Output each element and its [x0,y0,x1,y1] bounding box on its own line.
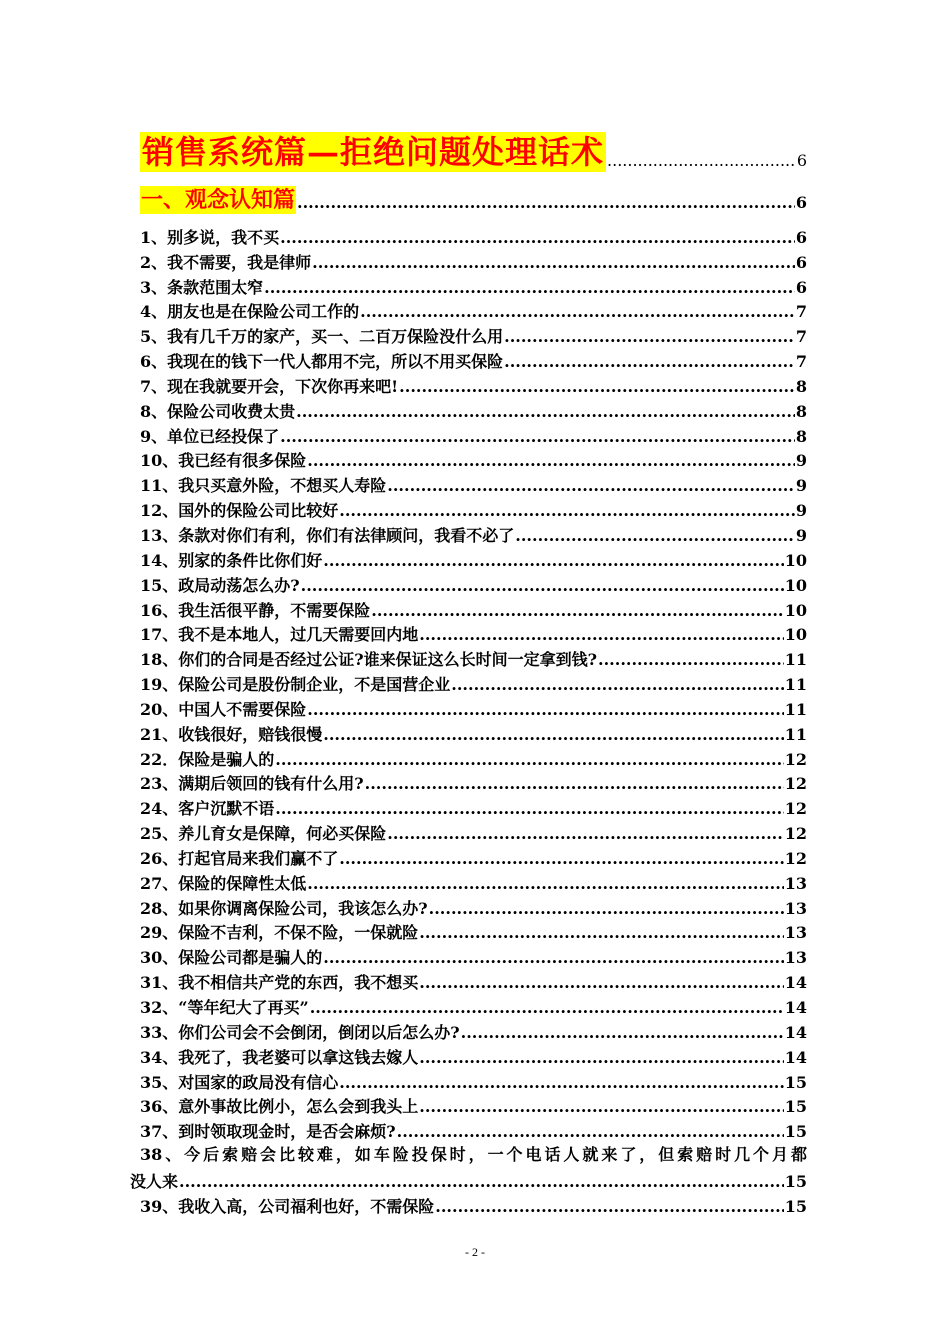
dot-leader [339,1072,783,1094]
dot-leader [307,450,795,472]
toc-item-text: 12、国外的保险公司比较好 [140,501,339,521]
toc-item-text: 28、如果你调离保险公司，我该怎么办? [140,898,428,918]
toc-section-entry[interactable] [140,184,807,214]
toc-item-text: 31、我不相信共产党的东西，我不想买 [140,973,419,993]
dot-leader [429,898,784,920]
page-number: 14 [784,998,807,1017]
toc-title-entry[interactable] [140,128,807,172]
toc-item[interactable] [130,323,807,348]
page-number: 12 [784,749,807,769]
dot-leader [419,1047,783,1069]
dot-leader [280,227,795,249]
dot-leader [435,1196,783,1218]
page-number: 6 [795,193,807,212]
page-number: 7 [795,302,807,322]
toc-item-text: 19、保险公司是股份制企业，不是国营企业 [140,675,451,695]
toc-section-text: 一、观念认知篇 [141,187,296,213]
toc-item[interactable] [130,920,807,945]
dot-leader [280,426,795,448]
dot-leader [399,376,795,398]
toc-item-text: 39、我收入高，公司福利也好，不需保险 [140,1196,435,1216]
toc-item-list [130,224,807,1218]
toc-item-text-line1: 38、今后索赔会比较难，如车险投保时，一个电话人就来了，但索赔时几个月都 [140,1145,807,1165]
dot-leader [397,1121,784,1143]
dot-leader [323,724,783,746]
toc-item-text: 36、意外事故比例小，怎么会到我头上 [140,1097,419,1117]
dot-leader [387,475,795,497]
page-number: 12 [784,799,807,819]
toc-item[interactable] [130,547,807,572]
dot-leader [461,1022,784,1044]
toc-item-text: 25、养儿育女是保障，何必买保险 [140,824,387,844]
toc-item[interactable] [130,994,807,1019]
dot-leader [504,326,795,348]
toc-item-text: 7、现在我就要开会，下次你再来吧! [140,376,399,396]
page-number: 11 [784,675,807,695]
toc-item[interactable] [130,423,807,448]
dot-leader [339,848,783,870]
toc-item-text: 27、保险的保障性太低 [140,873,307,893]
toc-item[interactable] [130,597,807,622]
dot-leader [301,575,784,597]
page-number: 8 [795,401,807,421]
toc-item[interactable] [130,969,807,994]
dot-leader [275,749,783,771]
toc-item[interactable] [130,671,807,696]
toc-item-text: 14、别家的条件比你们好 [140,550,323,570]
page-number: 13 [784,923,807,943]
toc-item[interactable] [130,274,807,299]
toc-item[interactable] [130,1044,807,1069]
toc-item-text: 23、满期后领回的钱有什么用? [140,774,364,794]
page-number: 13 [784,873,807,893]
dot-leader [419,972,783,994]
page-footer: - 2 - [465,1245,485,1259]
page-number: 9 [795,501,807,521]
page-number: 10 [784,575,807,595]
toc-item[interactable] [130,622,807,647]
toc-item[interactable] [130,1094,807,1119]
page-number: 12 [784,774,807,794]
toc-item[interactable] [130,845,807,870]
toc-title-text: 销售系统篇—拒绝问题处理话术 [142,133,605,171]
toc-item[interactable] [130,572,807,597]
dot-leader [371,600,783,622]
page-number: 10 [784,625,807,645]
toc-item[interactable] [130,299,807,324]
toc-item-text: 21、收钱很好，赔钱很慢 [140,724,323,744]
page-number: 12 [784,848,807,868]
toc-item-text: 4、朋友也是在保险公司工作的 [140,302,360,322]
toc-item-text: 5、我有几千万的家产，买一、二百万保险没什么用 [140,327,504,347]
page-number: 11 [784,699,807,719]
dot-leader [264,277,795,299]
toc-item-text: 30、保险公司都是骗人的 [140,948,323,968]
page-number: 6 [795,227,807,247]
toc-item-text: 34、我死了，我老婆可以拿这钱去嫁人 [140,1047,419,1067]
toc-item[interactable] [130,1118,807,1143]
dot-leader [296,401,795,423]
dot-leader [323,550,783,572]
toc-item-text: 35、对国家的政局没有信心 [140,1072,339,1092]
dot-leader [419,922,783,944]
page-number: 6 [796,151,807,170]
page-number: 11 [784,650,807,670]
toc-item-text: 3、条款范围太窄 [140,277,264,297]
page-number: 15 [784,1196,807,1216]
toc-item-text: 33、你们公司会不会倒闭，倒闭以后怎么办? [140,1022,460,1042]
toc-item-text: 1、别多说，我不买 [140,227,280,247]
page-number: 15 [784,1171,807,1191]
toc-item-text-line2: 没人来 [130,1171,179,1191]
dot-leader [419,624,783,646]
toc-item[interactable] [130,249,807,274]
toc-item-text: 10、我已经有很多保险 [140,451,307,471]
dot-leader [323,947,783,969]
page-number: 11 [784,724,807,744]
toc-item-text: 8、保险公司收费太贵 [140,401,296,421]
page-number: 14 [784,1022,807,1042]
toc-item-text: 32、“等年纪大了再买” [140,998,309,1017]
dot-leader [504,351,795,373]
page-number: 9 [795,476,807,496]
page-number: 13 [784,948,807,968]
toc-item[interactable] [130,895,807,920]
toc-item[interactable] [130,820,807,845]
page-number: 14 [784,1047,807,1067]
toc-item[interactable] [130,472,807,497]
toc-item-text: 11、我只买意外险，不想买人寿险 [140,476,387,496]
dot-leader [297,192,795,214]
toc-item[interactable] [130,522,807,547]
page-number: 15 [784,1122,807,1142]
page-number: 13 [784,898,807,918]
dot-leader [607,150,796,172]
page-number: 15 [784,1072,807,1092]
page-number: 8 [795,376,807,396]
toc-item[interactable] [130,1143,807,1193]
page-number: 10 [784,550,807,570]
page-number: 10 [784,600,807,620]
dot-leader [307,873,783,895]
dot-leader [360,301,795,323]
page-number: 12 [784,824,807,844]
page-number: 8 [795,426,807,446]
toc-item-text: 24、客户沉默不语 [140,799,275,819]
page-number: 9 [795,525,807,545]
toc-item-text: 26、打起官局来我们赢不了 [140,848,339,868]
toc-item-text: 22．保险是骗人的 [140,749,275,769]
toc-item[interactable] [130,746,807,771]
toc-item-text: 15、政局动荡怎么办? [140,575,300,595]
toc-item-text: 20、中国人不需要保险 [140,699,307,719]
toc-item-text: 37、到时领取现金时，是否会麻烦? [140,1122,396,1142]
toc-item-text: 6、我现在的钱下一代人都用不完，所以不用买保险 [140,352,504,372]
toc-item-text: 13、条款对你们有利，你们有法律顾问，我看不必了 [140,525,515,545]
dot-leader [387,823,783,845]
toc-item-text: 16、我生活很平静，不需要保险 [140,600,371,620]
toc-item[interactable] [130,721,807,746]
toc-item[interactable] [130,398,807,423]
toc-item[interactable] [130,870,807,895]
dot-leader [598,649,784,671]
toc-item[interactable] [130,944,807,969]
toc-item-text: 9、单位已经投保了 [140,426,280,446]
toc-item[interactable] [130,795,807,820]
page-number: 14 [784,973,807,993]
dot-leader [339,500,795,522]
page-number: 9 [795,451,807,471]
dot-leader [365,773,784,795]
dot-leader [515,525,795,547]
toc-item[interactable] [130,1069,807,1094]
page-number: 7 [795,352,807,372]
toc-item-line2 [130,1168,807,1193]
toc-item-text: 29、保险不吉利，不保不险，一保就险 [140,923,419,943]
page-number: 6 [795,277,807,297]
toc-item-text: 17、我不是本地人，过几天需要回内地 [140,625,419,645]
toc-item-text: 18、你们的合同是否经过公证?谁来保证这么长时间一定拿到钱? [140,650,598,670]
dot-leader [451,674,783,696]
toc-item[interactable] [130,497,807,522]
toc-item[interactable] [130,696,807,721]
toc-item[interactable] [130,348,807,373]
page-number: 15 [784,1097,807,1117]
toc-item[interactable] [130,1193,807,1218]
dot-leader [275,798,783,820]
dot-leader [419,1096,783,1118]
dot-leader [179,1171,784,1193]
page-number: 6 [795,252,807,272]
dot-leader [307,699,783,721]
toc-item[interactable] [130,373,807,398]
toc-item-text: 2、我不需要，我是律师 [140,252,312,272]
toc-item[interactable] [130,771,807,796]
toc-item[interactable] [130,224,807,249]
dot-leader [312,252,795,274]
dot-leader [310,997,784,1019]
toc-item[interactable] [130,1019,807,1044]
toc-item[interactable] [130,448,807,473]
page-number: 7 [795,327,807,347]
toc-item[interactable] [130,646,807,671]
